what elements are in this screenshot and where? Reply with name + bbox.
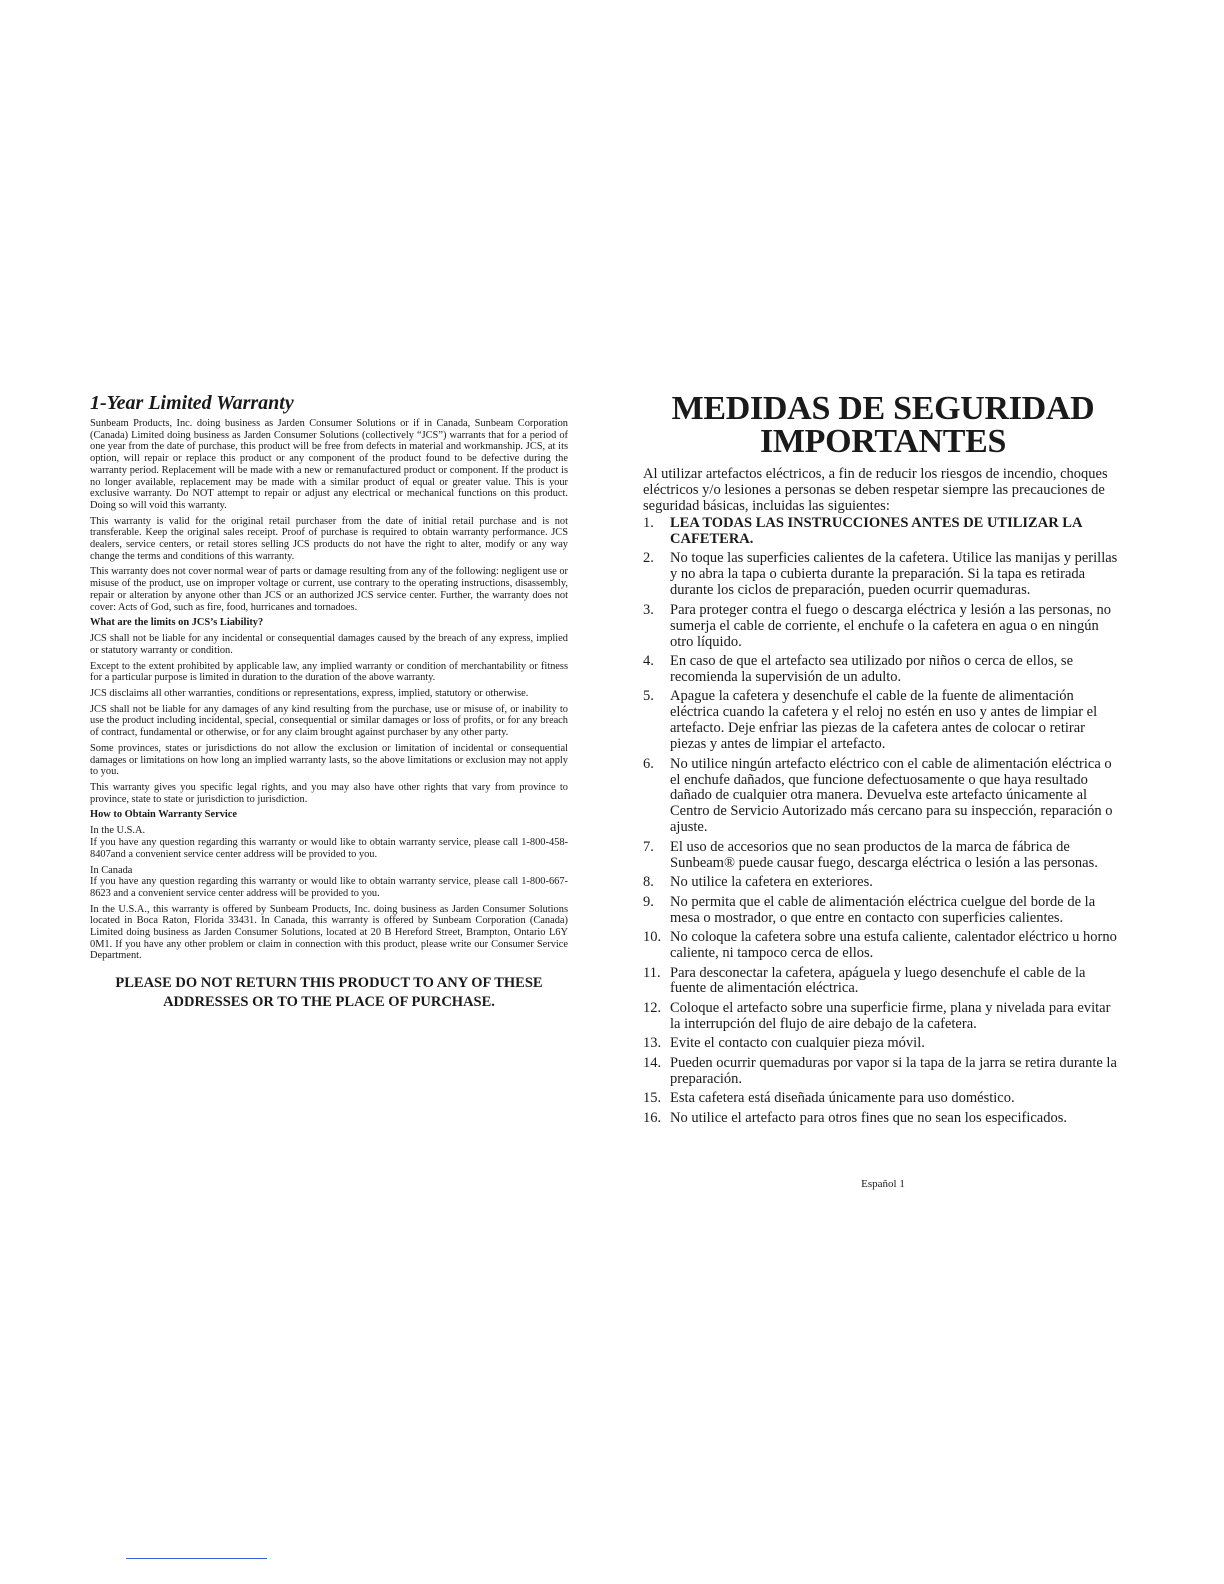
safety-section [643,392,1123,1130]
rule-number: 8. [643,874,654,891]
safety-rule [643,1091,1123,1107]
usa-label: In the U.S.A. [90,825,146,837]
rule-text: Coloque el artefacto sobre una superficie firme, plana y nivelada para evitar la interrupción del flujo de aire debajo de la cafetera. [670,999,1111,1032]
safety-title-line: IMPORTANTES [759,423,1007,460]
rule-number: 2. [643,550,654,567]
rule-text: No permita que el cable de alimentación eléctrica cuelgue del borde de la mesa o mostrador, o que entre en contacto con superficies calientes. [670,893,1096,926]
rule-number: 14. [643,1054,662,1071]
liability-paragraph: Except to the extent prohibited by applicable law, any implied warranty or condition of merchantability or fitness for a particular purpose is limited in duration to the duration of the above warranty. [90,660,568,684]
safety-rule [643,757,1123,837]
safety-rule [643,966,1123,998]
safety-rule [643,551,1123,599]
rule-text: Para proteger contra el fuego o descarga eléctrica y lesión a las personas, no sumerja el cable de corriente, el enchufe o la cafetera en agua o en ningún otro líquido. [670,601,1111,650]
safety-rule [643,516,1123,548]
service-heading: How to Obtain Warranty Service [90,809,237,821]
rule-number: 6. [643,755,654,772]
rule-number: 15. [643,1090,662,1107]
warranty-paragraph: Sunbeam Products, Inc. doing business as Jarden Consumer Solutions or if in Canada, Sunbeam Corporation (Canada) Limited doing business as Jarden Consumer Solutions (collectively “JCS”) warrants that for a period of one year from the date of purchase, this product will be free from defects in material and workmanship. JCS, at its option, will repair or replace this product or any component of the product found to be defective during the warranty period. Replacement will be made with a new or remanufactured product or component. If the product is no longer available, replacement may be made with a similar product of equal or greater value. This is your exclusive warranty. Do NOT attempt to repair or adjust any electrical or mechanical functions on this product. Doing so will void this warranty. [90,418,568,511]
safety-rule [643,1036,1123,1052]
safety-title [643,392,1123,458]
warranty-offer-text: In the U.S.A., this warranty is offered by Sunbeam Products, Inc. doing business as Jarden Consumer Solutions located in Boca Raton, Florida 33431. In Canada, this warranty is offered by Sunbeam Corporation (Canada) Limited doing business as Jarden Consumer Solutions, located at 20 B Hereford Street, Brampton, Ontario L6Y 0M1. If you have any other problem or claim in connection with this product, please write our Consumer Service Department. [90,903,568,962]
warranty-paragraph: This warranty does not cover normal wear of parts or damage resulting from any of the following: negligent use or misuse of the product, use on improper voltage or current, use contrary to the operating instructions, disassembly, repair or alteration by anyone other than JCS or an authorized JCS service center. Further, the warranty does not cover: Acts of God, such as fire, food, hurricanes and tornadoes. [90,566,568,613]
rule-text: No coloque la cafetera sobre una estufa caliente, calentador eléctrico u horno caliente, ni tampoco cerca de ellos. [670,929,1117,961]
usa-service-text: If you have any question regarding this warranty or would like to obtain warranty service, please call 1-800-458-8407and a convenient service center address will be provided to you. [90,837,568,860]
rule-text: No utilice ningún artefacto eléctrico con el cable de alimentación eléctrica o el enchufe dañados, que funcione defectuosamente o que haya resultado dañado de cualquier otra manera. Devuelva este artefacto únicamente al Centro de Servicio Autorizado más cercano para su inspección, reparación o ajuste. [670,755,1113,836]
safety-rule [643,1056,1123,1088]
rule-text: No toque las superficies calientes de la cafetera. Utilice las manijas y perillas y no abra la tapa o cubierta durante la preparación. Si la tapa es retirada durante los ciclos de preparación, pueden ocurrir quemaduras. [670,550,1118,599]
safety-rule [643,603,1123,651]
liability-paragraph: JCS shall not be liable for any incidental or consequential damages caused by the breach of any express, implied or statutory warranty or condition. [90,633,568,656]
safety-rules-list [643,516,1123,1127]
return-warning-line: ADDRESSES OR TO THE PLACE OF PURCHASE. [163,994,495,1011]
safety-rule [643,1111,1123,1127]
rule-text: Apague la cafetera y desenchufe el cable de la fuente de alimentación eléctrica cuando la cafetera y el reloj no estén en uso y antes de limpiar el artefacto. Deje enfriar las piezas de la cafetera antes de colocar o retirar piezas y antes de limpiar el artefacto. [670,688,1098,753]
rule-number: 7. [643,838,654,855]
safety-rule [643,895,1123,927]
rule-text: Esta cafetera está diseñada únicamente para uso doméstico. [670,1090,1015,1107]
rule-text: Para desconectar la cafetera, apáguela y luego desenchufe el cable de la fuente de alimentación eléctrica. [670,964,1086,997]
liability-paragraph: JCS disclaims all other warranties, conditions or representations, express, implied, statutory or otherwise. [90,688,529,700]
rule-number: 10. [643,929,662,946]
return-warning [90,974,568,1012]
rule-text: El uso de accesorios que no sean productos de la marca de fábrica de Sunbeam® puede causar fuego, descarga eléctrica o lesión a las personas. [670,838,1098,871]
rule-number: 11. [643,964,661,981]
rule-number: 13. [643,1035,662,1052]
liability-heading: What are the limits on JCS’s Liability? [90,617,264,629]
safety-rule [643,875,1123,891]
safety-rule [643,654,1123,686]
liability-paragraph: JCS shall not be liable for any damages of any kind resulting from the purchase, use or misuse of, or inability to use the product including incidental, special, consequential or similar damages or loss of profits, or for any breach of contract, fundamental or otherwise, or for any claim brought against purchaser by any other party. [90,703,568,739]
safety-rule [643,1001,1123,1033]
rule-number: 9. [643,893,654,910]
rule-number: 5. [643,688,654,705]
canada-label: In Canada [90,864,133,876]
safety-rule [643,689,1123,753]
rule-number: 4. [643,653,654,670]
rule-text: LEA TODAS LAS INSTRUCCIONES ANTES DE UTILIZAR LA CAFETERA. [670,515,1082,547]
rule-number: 12. [643,999,662,1016]
rule-number: 16. [643,1109,662,1126]
rule-text: Evite el contacto con cualquier pieza móvil. [670,1035,925,1052]
rule-text: En caso de que el artefacto sea utilizado por niños o cerca de ellos, se recomienda la supervisión de un adulto. [670,653,1074,685]
liability-paragraph: This warranty gives you specific legal rights, and you may also have other rights that vary from province to province, state to state or jurisdiction to jurisdiction. [90,781,568,805]
rule-text: No utilice la cafetera en exteriores. [670,874,873,891]
safety-rule [643,840,1123,872]
safety-title-line: MEDIDAS DE SEGURIDAD [671,390,1095,427]
rule-number: 3. [643,601,654,618]
rule-text: No utilice el artefacto para otros fines que no sean los especificados. [670,1109,1067,1126]
rule-text: Pueden ocurrir quemaduras por vapor si la tapa de la jarra se retira durante la preparación. [670,1054,1117,1087]
rule-number: 1. [643,515,654,531]
warranty-paragraph: This warranty is valid for the original retail purchaser from the date of initial retail purchase and is not transferable. Keep the original sales receipt. Proof of purchase is required to obtain warranty performance. JCS dealers, service centers, or retail stores selling JCS products do not have the right to alter, modify or any way change the terms and conditions of this warranty. [90,515,568,562]
warranty-section [90,392,568,1012]
safety-intro: Al utilizar artefactos eléctricos, a fin de reducir los riesgos de incendio, choques eléctricos y/o lesiones a personas se deben respetar siempre las precauciones de seguridad básicas, incluidas las siguientes: [643,466,1108,514]
return-warning-line: PLEASE DO NOT RETURN THIS PRODUCT TO ANY OF THESE [115,975,543,992]
page-number: Español 1 [861,1178,905,1190]
canada-service-text: If you have any question regarding this warranty or would like to obtain warranty service, please call 1-800-667-8623 and a convenient service center address will be provided to you. [90,876,568,899]
link-underline [126,1558,267,1559]
warranty-title: 1-Year Limited Warranty [90,392,294,414]
liability-paragraph: Some provinces, states or jurisdictions do not allow the exclusion or limitation of incidental or consequential damages or limitations on how long an implied warranty lasts, so the above limitations or exclusion may not apply to you. [90,742,568,778]
safety-rule [643,930,1123,962]
